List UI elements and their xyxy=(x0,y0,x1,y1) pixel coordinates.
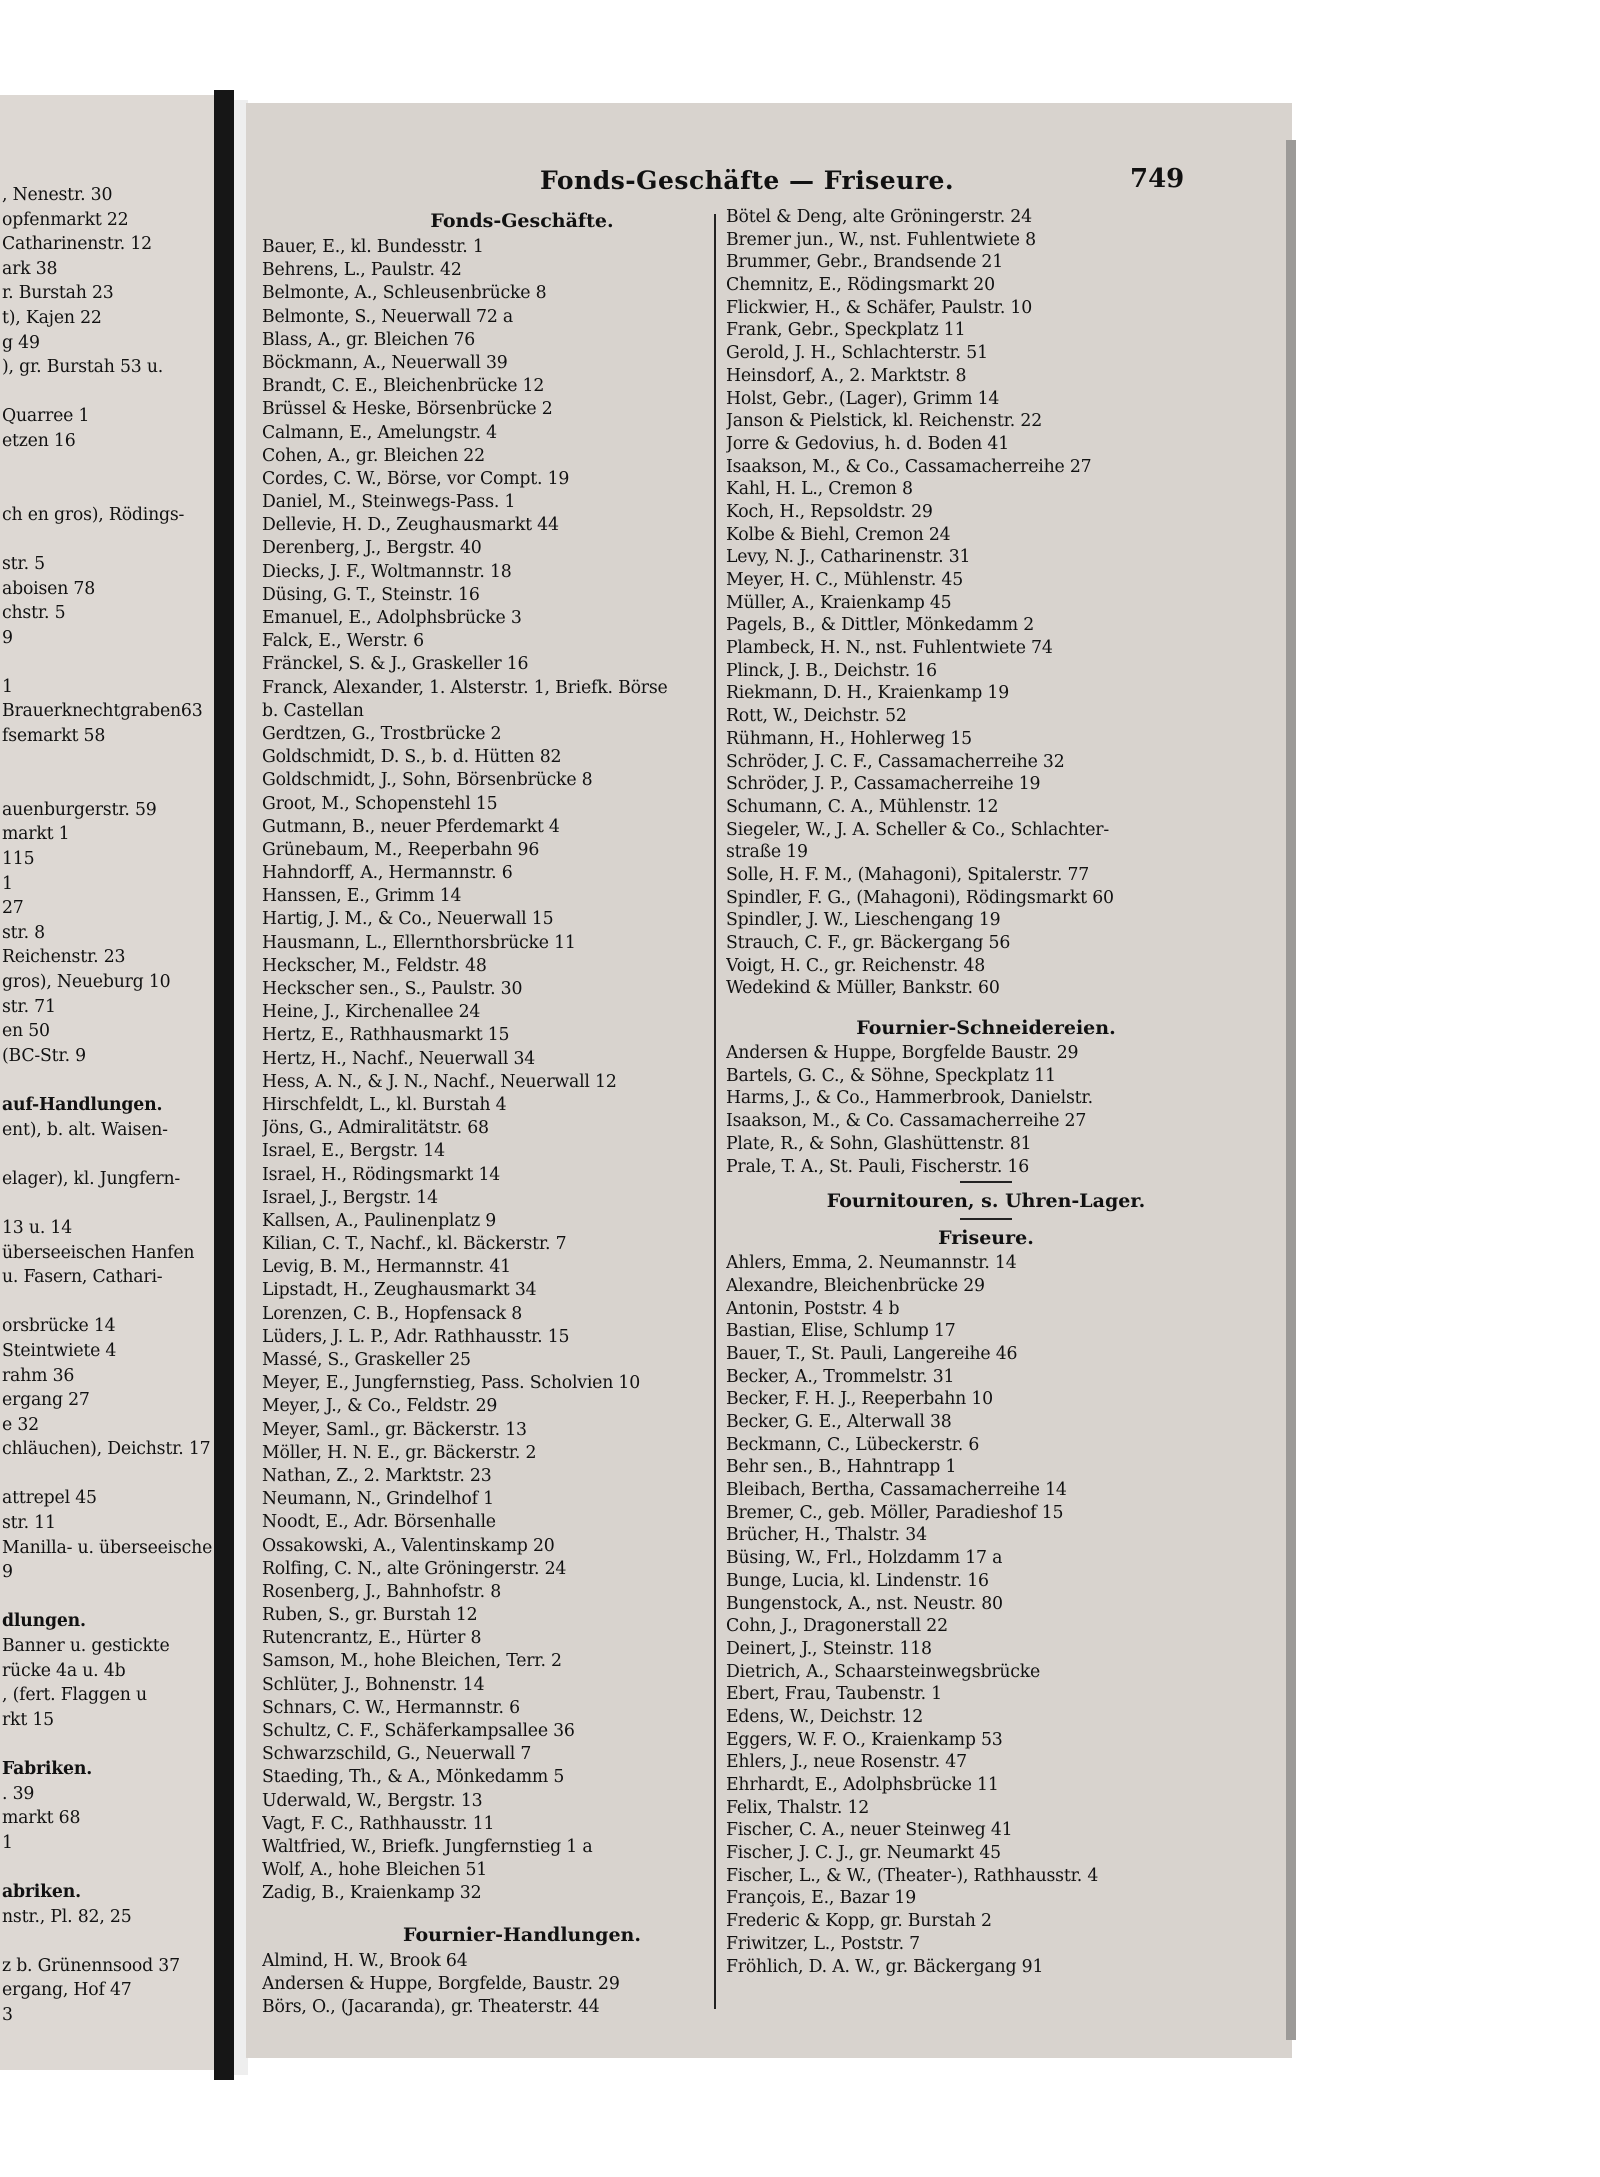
section-separator xyxy=(960,1218,1012,1220)
directory-entry: Neumann, N., Grindelhof 1 xyxy=(262,1489,494,1510)
directory-entry: Chemnitz, E., Rödingsmarkt 20 xyxy=(726,275,995,296)
directory-entry: Nathan, Z., 2. Marktstr. 23 xyxy=(262,1465,492,1486)
directory-entry: Meyer, Saml., gr. Bäckerstr. 13 xyxy=(262,1419,527,1440)
directory-entry: Edens, W., Deichstr. 12 xyxy=(726,1706,924,1727)
directory-entry: Calmann, E., Amelungstr. 4 xyxy=(262,422,497,443)
left-page-line: str. 5 xyxy=(2,553,45,574)
left-page-line: Quarree 1 xyxy=(2,406,90,427)
directory-entry: Levy, N. J., Catharinenstr. 31 xyxy=(726,547,971,568)
directory-entry: Brandt, C. E., Bleichenbrücke 12 xyxy=(262,376,545,397)
left-page-line: str. 71 xyxy=(2,996,56,1017)
left-page-line: 1 xyxy=(2,873,13,894)
left-page-line: (BC-Str. 9 xyxy=(2,1045,86,1066)
left-page-line: ch en gros), Rödings- xyxy=(2,504,185,525)
directory-entry: Deinert, J., Steinstr. 118 xyxy=(726,1638,932,1659)
fonds-geschaefte-continued-list xyxy=(726,206,1246,1000)
left-page-line: dlungen. xyxy=(2,1611,86,1632)
directory-entry: Bremer, C., geb. Möller, Paradieshof 15 xyxy=(726,1502,1064,1523)
left-page-line: en 50 xyxy=(2,1021,50,1042)
fonds-geschaefte-list xyxy=(262,236,782,1906)
section-title-fournitouren: Fournitouren, s. Uhren-Lager. xyxy=(826,1190,1146,1213)
left-page-line xyxy=(2,527,222,552)
left-page-line xyxy=(2,454,222,479)
directory-entry: Frank, Gebr., Speckplatz 11 xyxy=(726,320,966,341)
left-page-line xyxy=(2,1855,222,1880)
directory-entry: Lüders, J. L. P., Adr. Rathhausstr. 15 xyxy=(262,1326,570,1347)
directory-entry: Schröder, J. C. F., Cassamacherreihe 32 xyxy=(726,751,1065,772)
fournier-handlungen-list xyxy=(262,1950,782,2020)
directory-entry: Siegeler, W., J. A. Scheller & Co., Schlachter- xyxy=(726,819,1109,840)
column-a xyxy=(262,206,782,2019)
directory-entry: Fischer, J. C. J., gr. Neumarkt 45 xyxy=(726,1843,1001,1864)
left-page-line: g 49 xyxy=(2,332,40,353)
directory-entry: Gutmann, B., neuer Pferdemarkt 4 xyxy=(262,816,560,837)
directory-entry: Bauer, E., kl. Bundesstr. 1 xyxy=(262,237,484,257)
directory-entry: Bastian, Elise, Schlump 17 xyxy=(726,1321,956,1342)
left-page-line: markt 68 xyxy=(2,1808,81,1829)
left-page-line: 9 xyxy=(2,1562,13,1583)
directory-entry: Bunge, Lucia, kl. Lindenstr. 16 xyxy=(726,1570,989,1591)
directory-entry: Prale, T. A., St. Pauli, Fischerstr. 16 xyxy=(726,1156,1029,1177)
directory-entry: Waltfried, W., Briefk. Jungfernstieg 1 a xyxy=(262,1836,593,1857)
directory-entry: straße 19 xyxy=(726,842,808,863)
directory-entry: Massé, S., Graskeller 25 xyxy=(262,1350,471,1370)
directory-entry: Falck, E., Werstr. 6 xyxy=(262,631,424,652)
left-page-line: rahm 36 xyxy=(2,1365,75,1386)
directory-entry: Harms, J., & Co., Hammerbrook, Danielstr. xyxy=(726,1088,1093,1109)
left-page-line: Catharinenstr. 12 xyxy=(2,234,152,255)
directory-entry: Israel, E., Bergstr. 14 xyxy=(262,1141,445,1162)
directory-entry: Kallsen, A., Paulinenplatz 9 xyxy=(262,1210,497,1231)
left-page-line xyxy=(2,650,222,675)
left-page-line: opfenmarkt 22 xyxy=(2,209,129,230)
directory-entry: Isaakson, M., & Co., Cassamacherreihe 27 xyxy=(726,456,1092,477)
directory-entry: Hahndorff, A., Hermannstr. 6 xyxy=(262,863,513,884)
directory-entry: Spindler, F. G., (Mahagoni), Rödingsmarkt 60 xyxy=(726,887,1114,908)
left-page-line: attrepel 45 xyxy=(2,1488,97,1509)
left-page-line xyxy=(2,1929,222,1954)
directory-entry: Hausmann, L., Ellernthorsbrücke 11 xyxy=(262,932,576,953)
directory-entry: b. Castellan xyxy=(262,700,364,721)
directory-entry: Ossakowski, A., Valentinskamp 20 xyxy=(262,1535,555,1556)
directory-entry: Voigt, H. C., gr. Reichenstr. 48 xyxy=(726,955,986,976)
directory-entry: Andersen & Huppe, Borgfelde Baustr. 29 xyxy=(726,1043,1079,1064)
left-page-line: rücke 4a u. 4b xyxy=(2,1660,126,1681)
directory-entry: Felix, Thalstr. 12 xyxy=(726,1797,870,1818)
directory-entry: Wolf, A., hohe Bleichen 51 xyxy=(262,1860,488,1881)
directory-entry: Brücher, H., Thalstr. 34 xyxy=(726,1525,927,1546)
left-page-line xyxy=(2,749,222,774)
directory-entry: Hanssen, E., Grimm 14 xyxy=(262,886,462,907)
directory-entry: Meyer, J., & Co., Feldstr. 29 xyxy=(262,1396,498,1417)
directory-entry: Janson & Pielstick, kl. Reichenstr. 22 xyxy=(726,411,1042,432)
directory-entry: Meyer, E., Jungfernstieg, Pass. Scholvien 10 xyxy=(262,1373,641,1394)
fournier-schneidereien-list xyxy=(726,1042,1246,1178)
directory-entry: Zadig, B., Kraienkamp 32 xyxy=(262,1883,482,1904)
left-page-line: überseeischen Hanfen xyxy=(2,1242,195,1263)
section-title-fournier-handlungen: Fournier-Handlungen. xyxy=(403,1923,641,1946)
left-page-line: u. Fasern, Cathari- xyxy=(2,1267,163,1288)
left-page-line: Fabriken. xyxy=(2,1759,93,1779)
directory-entry: Wedekind & Müller, Bankstr. 60 xyxy=(726,978,1000,999)
directory-entry: Almind, H. W., Brook 64 xyxy=(262,1950,468,1971)
directory-entry: Kilian, C. T., Nachf., kl. Bäckerstr. 7 xyxy=(262,1234,567,1255)
left-page-line xyxy=(2,380,222,405)
left-page-line: markt 1 xyxy=(2,824,70,845)
left-page-line: ent), b. alt. Waisen- xyxy=(2,1119,168,1140)
directory-entry: Plate, R., & Sohn, Glashüttenstr. 81 xyxy=(726,1133,1032,1154)
directory-entry: Blass, A., gr. Bleichen 76 xyxy=(262,329,476,350)
directory-entry: Dellevie, H. D., Zeughausmarkt 44 xyxy=(262,515,559,536)
left-page-line: r. Burstah 23 xyxy=(2,283,114,304)
directory-entry: Bötel & Deng, alte Gröningerstr. 24 xyxy=(726,207,1032,227)
directory-entry: Rosenberg, J., Bahnhofstr. 8 xyxy=(262,1581,502,1602)
directory-entry: Rutencrantz, E., Hürter 8 xyxy=(262,1628,482,1649)
left-page-line: Steintwiete 4 xyxy=(2,1340,117,1361)
directory-entry: Diecks, J. F., Woltmannstr. 18 xyxy=(262,561,512,582)
directory-entry: Koch, H., Repsoldstr. 29 xyxy=(726,501,933,522)
directory-entry: Jöns, G., Admiralitätstr. 68 xyxy=(262,1118,489,1139)
directory-entry: Bungenstock, A., nst. Neustr. 80 xyxy=(726,1593,1003,1614)
left-page-line: 9 xyxy=(2,627,13,648)
directory-entry: Belmonte, A., Schleusenbrücke 8 xyxy=(262,283,547,304)
left-page-line xyxy=(2,1068,222,1093)
directory-entry: Goldschmidt, D. S., b. d. Hütten 82 xyxy=(262,747,562,768)
left-page-line: 1 xyxy=(2,676,13,697)
directory-entry: Staeding, Th., & A., Mönkedamm 5 xyxy=(262,1767,565,1788)
left-page-line: Manilla- u. überseeische xyxy=(2,1537,213,1558)
directory-entry: Schumann, C. A., Mühlenstr. 12 xyxy=(726,796,999,817)
left-page-line: ), gr. Burstah 53 u. xyxy=(2,357,164,378)
directory-entry: Heine, J., Kirchenallee 24 xyxy=(262,1002,481,1023)
left-page-line: , (fert. Flaggen u xyxy=(2,1685,147,1706)
left-page-line: rkt 15 xyxy=(2,1709,54,1730)
directory-entry: Noodt, E., Adr. Börsenhalle xyxy=(262,1512,496,1533)
left-page-line: 1 xyxy=(2,1832,13,1853)
left-page-line: gros), Neueburg 10 xyxy=(2,972,171,992)
directory-entry: Lipstadt, H., Zeughausmarkt 34 xyxy=(262,1280,537,1301)
left-page-line: . 39 xyxy=(2,1783,35,1804)
directory-entry: Belmonte, S., Neuerwall 72 a xyxy=(262,306,514,327)
directory-entry: Grünebaum, M., Reeperbahn 96 xyxy=(262,839,540,860)
directory-entry: Behr sen., B., Hahntrapp 1 xyxy=(726,1457,957,1478)
left-page-line: nstr., Pl. 82, 25 xyxy=(2,1906,132,1927)
left-page-line: orsbrücke 14 xyxy=(2,1316,116,1337)
directory-entry: Isaakson, M., & Co. Cassamacherreihe 27 xyxy=(726,1111,1087,1132)
directory-entry: Alexandre, Bleichenbrücke 29 xyxy=(726,1275,985,1296)
left-page-line: Brauerknechtgraben63 xyxy=(2,701,203,722)
directory-entry: Dietrich, A., Schaarsteinwegsbrücke xyxy=(726,1661,1041,1682)
directory-entry: Heckscher, M., Feldstr. 48 xyxy=(262,955,487,976)
directory-entry: Gerold, J. H., Schlachterstr. 51 xyxy=(726,343,988,364)
page-edge-shadow xyxy=(1286,140,1296,2040)
directory-entry: Schwarzschild, G., Neuerwall 7 xyxy=(262,1744,532,1765)
directory-entry: Bartels, G. C., & Söhne, Speckplatz 11 xyxy=(726,1065,1056,1086)
directory-entry: Möller, H. N. E., gr. Bäckerstr. 2 xyxy=(262,1442,537,1463)
directory-entry: Plinck, J. B., Deichstr. 16 xyxy=(726,660,937,681)
directory-entry: Israel, J., Bergstr. 14 xyxy=(262,1187,438,1208)
section-separator xyxy=(960,1181,1012,1183)
left-page-line: , Nenestr. 30 xyxy=(2,185,113,205)
directory-entry: Ehlers, J., neue Rosenstr. 47 xyxy=(726,1752,967,1773)
directory-entry: Vagt, F. C., Rathhausstr. 11 xyxy=(262,1813,495,1834)
left-page-line: 115 xyxy=(2,849,35,870)
friseure-list xyxy=(726,1252,1246,1978)
left-page-line: etzen 16 xyxy=(2,430,76,451)
section-title-friseure: Friseure. xyxy=(938,1227,1034,1250)
directory-entry: Meyer, H. C., Mühlenstr. 45 xyxy=(726,570,963,590)
directory-entry: Ruben, S., gr. Burstah 12 xyxy=(262,1605,478,1626)
directory-entry: Gerdtzen, G., Trostbrücke 2 xyxy=(262,723,502,744)
directory-entry: Holst, Gebr., (Lager), Grimm 14 xyxy=(726,388,1000,409)
section-title-fonds-geschaefte: Fonds-Geschäfte. xyxy=(430,210,614,232)
directory-entry: Fränckel, S. & J., Graskeller 16 xyxy=(262,654,529,675)
left-page-line: str. 8 xyxy=(2,922,45,943)
directory-entry: Uderwald, W., Bergstr. 13 xyxy=(262,1790,483,1811)
left-page-line xyxy=(2,1732,222,1757)
directory-entry: Becker, A., Trommelstr. 31 xyxy=(726,1366,955,1387)
directory-entry: Bauer, T., St. Pauli, Langereihe 46 xyxy=(726,1343,1018,1364)
left-page-line: 3 xyxy=(2,2004,13,2025)
directory-entry: Lorenzen, C. B., Hopfensack 8 xyxy=(262,1303,523,1324)
left-page-line xyxy=(2,1191,222,1216)
directory-entry: Eggers, W. F. O., Kraienkamp 53 xyxy=(726,1729,1003,1750)
left-page-line: ergang 27 xyxy=(2,1390,90,1411)
directory-entry: Goldschmidt, J., Sohn, Börsenbrücke 8 xyxy=(262,770,593,791)
directory-entry: Böckmann, A., Neuerwall 39 xyxy=(262,352,508,373)
directory-entry: Schröder, J. P., Cassamacherreihe 19 xyxy=(726,774,1041,795)
left-page-line xyxy=(2,773,222,798)
left-page-line: fsemarkt 58 xyxy=(2,726,106,747)
left-page-line: ark 38 xyxy=(2,258,58,279)
directory-entry: Ebert, Frau, Taubenstr. 1 xyxy=(726,1684,942,1705)
left-page-line: Banner u. gestickte xyxy=(2,1636,170,1657)
left-page-fragment xyxy=(0,95,222,2070)
left-page-line: aboisen 78 xyxy=(2,578,96,599)
left-page-line: elager), kl. Jungfern- xyxy=(2,1168,181,1189)
directory-entry: Kolbe & Biehl, Cremon 24 xyxy=(726,524,951,545)
left-page-line xyxy=(2,1142,222,1167)
directory-entry: Müller, A., Kraienkamp 45 xyxy=(726,592,952,613)
left-page-line: ergang, Hof 47 xyxy=(2,1980,132,2001)
directory-entry: Hirschfeldt, L., kl. Burstah 4 xyxy=(262,1094,507,1115)
directory-entry: Düsing, G. T., Steinstr. 16 xyxy=(262,584,480,605)
directory-entry: Flickwier, H., & Schäfer, Paulstr. 10 xyxy=(726,297,1032,318)
left-page-line: chläuchen), Deichstr. 17 xyxy=(2,1439,211,1460)
directory-entry: Bremer jun., W., nst. Fuhlentwiete 8 xyxy=(726,229,1036,250)
directory-entry: Büsing, W., Frl., Holzdamm 17 a xyxy=(726,1548,1003,1569)
directory-entry: Becker, F. H. J., Reeperbahn 10 xyxy=(726,1389,993,1410)
directory-entry: Heckscher sen., S., Paulstr. 30 xyxy=(262,979,523,999)
directory-entry: Rott, W., Deichstr. 52 xyxy=(726,706,907,727)
left-page-line xyxy=(2,1462,222,1487)
directory-entry: Antonin, Poststr. 4 b xyxy=(726,1298,900,1319)
directory-entry: Cohn, J., Dragonerstall 22 xyxy=(726,1616,948,1637)
directory-entry: Hess, A. N., & J. N., Nachf., Neuerwall 12 xyxy=(262,1071,617,1092)
directory-entry: Derenberg, J., Bergstr. 40 xyxy=(262,538,482,559)
directory-entry: Israel, H., Rödingsmarkt 14 xyxy=(262,1164,501,1185)
directory-entry: Ehrhardt, E., Adolphsbrücke 11 xyxy=(726,1775,999,1795)
left-page-line: auenburgerstr. 59 xyxy=(2,799,157,820)
page-number: 749 xyxy=(1130,164,1185,194)
directory-entry: Groot, M., Schopenstehl 15 xyxy=(262,793,498,814)
left-page-line: t), Kajen 22 xyxy=(2,307,102,328)
left-page-line: 27 xyxy=(2,898,24,919)
directory-entry: Cohen, A., gr. Bleichen 22 xyxy=(262,445,485,466)
column-b xyxy=(726,206,1246,1978)
directory-entry: Daniel, M., Steinwegs-Pass. 1 xyxy=(262,492,516,513)
directory-entry: Heinsdorf, A., 2. Marktstr. 8 xyxy=(726,365,967,386)
directory-entry: Spindler, J. W., Lieschengang 19 xyxy=(726,910,1001,931)
left-page-line: auf-Handlungen. xyxy=(2,1094,163,1115)
directory-entry: Brummer, Gebr., Brandsende 21 xyxy=(726,252,1004,273)
directory-entry: Cordes, C. W., Börse, vor Compt. 19 xyxy=(262,468,570,489)
left-page-line: 13 u. 14 xyxy=(2,1217,72,1238)
left-page-column xyxy=(2,183,222,2028)
directory-entry: Hertz, H., Nachf., Neuerwall 34 xyxy=(262,1048,536,1069)
directory-entry: Franck, Alexander, 1. Alsterstr. 1, Briefk. Börse xyxy=(262,677,668,698)
directory-entry: Frederic & Kopp, gr. Burstah 2 xyxy=(726,1911,992,1932)
directory-entry: Jorre & Gedovius, h. d. Boden 41 xyxy=(726,433,1009,454)
left-page-line: str. 11 xyxy=(2,1513,56,1534)
directory-entry: Hertz, E., Rathhausmarkt 15 xyxy=(262,1025,510,1046)
directory-entry: Bleibach, Bertha, Cassamacherreihe 14 xyxy=(726,1480,1067,1501)
directory-entry: Schnars, C. W., Hermannstr. 6 xyxy=(262,1697,520,1718)
directory-entry: Fröhlich, D. A. W., gr. Bäckergang 91 xyxy=(726,1956,1044,1977)
directory-entry: Pagels, B., & Dittler, Mönkedamm 2 xyxy=(726,615,1035,636)
directory-entry: Emanuel, E., Adolphsbrücke 3 xyxy=(262,608,522,628)
directory-entry: Beckmann, C., Lübeckerstr. 6 xyxy=(726,1434,980,1455)
directory-entry: Andersen & Huppe, Borgfelde, Baustr. 29 xyxy=(262,1973,620,1994)
directory-entry: Becker, G. E., Alterwall 38 xyxy=(726,1412,952,1432)
directory-entry: Fischer, L., & W., (Theater-), Rathhausstr. 4 xyxy=(726,1865,1099,1886)
directory-entry: Behrens, L., Paulstr. 42 xyxy=(262,260,462,281)
left-page-line xyxy=(2,1290,222,1315)
left-page-line: chstr. 5 xyxy=(2,603,66,624)
directory-entry: Rühmann, H., Hohlerweg 15 xyxy=(726,728,972,749)
book-gutter xyxy=(214,90,234,2080)
directory-entry: Levig, B. M., Hermannstr. 41 xyxy=(262,1257,511,1278)
directory-entry: Brüssel & Heske, Börsenbrücke 2 xyxy=(262,399,553,420)
directory-entry: Solle, H. F. M., (Mahagoni), Spitalerstr. 77 xyxy=(726,864,1090,885)
directory-entry: Schultz, C. F., Schäferkampsallee 36 xyxy=(262,1721,575,1741)
directory-entry: Strauch, C. F., gr. Bäckergang 56 xyxy=(726,933,1011,953)
left-page-line xyxy=(2,1585,222,1610)
directory-entry: Ahlers, Emma, 2. Neumannstr. 14 xyxy=(726,1253,1017,1274)
left-page-line: Reichenstr. 23 xyxy=(2,947,126,968)
directory-entry: Kahl, H. L., Cremon 8 xyxy=(726,479,913,500)
left-page-line: z b. Grünennsood 37 xyxy=(2,1955,180,1976)
directory-entry: Samson, M., hohe Bleichen, Terr. 2 xyxy=(262,1651,562,1672)
directory-entry: Rolfing, C. N., alte Gröningerstr. 24 xyxy=(262,1558,567,1579)
directory-entry: Hartig, J. M., & Co., Neuerwall 15 xyxy=(262,909,554,930)
page-header: Fonds-Geschäfte — Friseure. xyxy=(540,166,955,195)
directory-entry: Fischer, C. A., neuer Steinweg 41 xyxy=(726,1820,1013,1841)
directory-entry: Plambeck, H. N., nst. Fuhlentwiete 74 xyxy=(726,638,1053,659)
directory-entry: Friwitzer, L., Poststr. 7 xyxy=(726,1933,920,1954)
directory-entry: Börs, O., (Jacaranda), gr. Theaterstr. 44 xyxy=(262,1996,600,2017)
section-title-fournier-schneidereien: Fournier-Schneidereien. xyxy=(856,1017,1116,1040)
directory-entry: Riekmann, D. H., Kraienkamp 19 xyxy=(726,683,1010,704)
left-page-line xyxy=(2,478,222,503)
directory-entry: François, E., Bazar 19 xyxy=(726,1888,916,1909)
directory-entry: Schlüter, J., Bohnenstr. 14 xyxy=(262,1674,485,1695)
left-page-line: abriken. xyxy=(2,1881,81,1902)
left-page-line: e 32 xyxy=(2,1414,39,1435)
